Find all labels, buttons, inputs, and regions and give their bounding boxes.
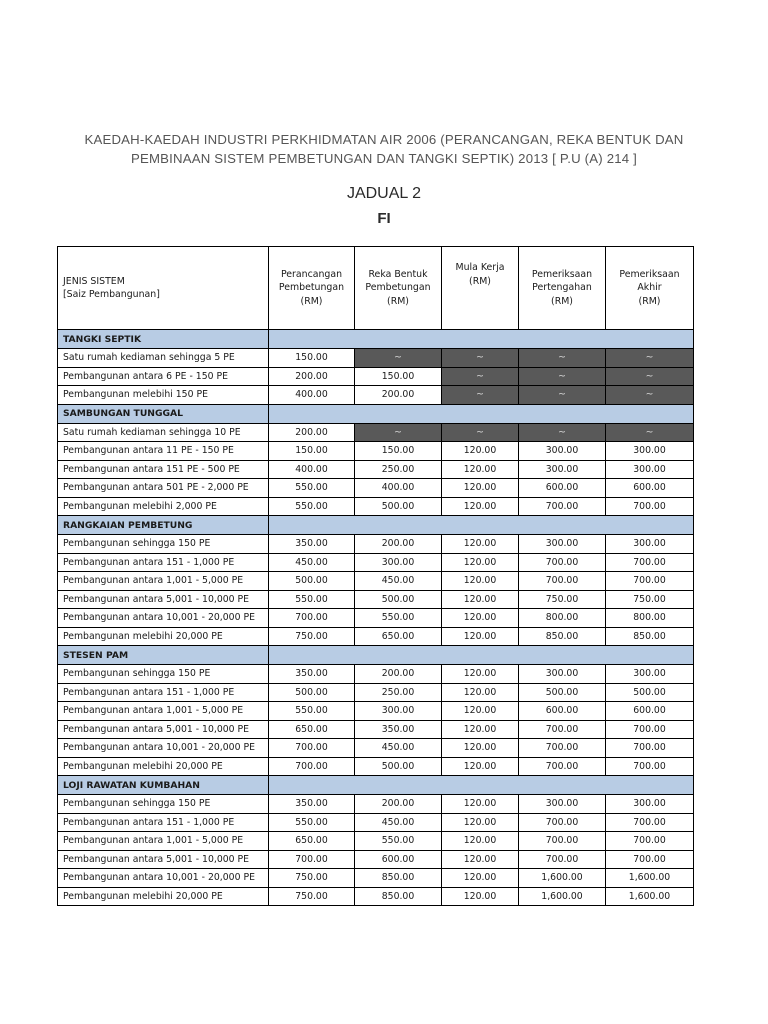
fee-cell: 650.00 [269, 720, 355, 739]
not-applicable-cell: ~ [606, 386, 694, 405]
header-text: JENIS SISTEM [63, 275, 125, 287]
fee-cell: 200.00 [269, 423, 355, 442]
row-label: Pembangunan antara 5,001 - 10,000 PE [58, 590, 269, 609]
row-label: Pembangunan melebihi 20,000 PE [58, 627, 269, 646]
fee-cell: 450.00 [355, 813, 442, 832]
row-label: Pembangunan antara 1,001 - 5,000 PE [58, 832, 269, 851]
fee-cell: 120.00 [442, 850, 519, 869]
fee-cell: 300.00 [606, 795, 694, 814]
fee-cell: 600.00 [606, 479, 694, 498]
fee-cell: 750.00 [269, 869, 355, 888]
header-text: (RM) [387, 295, 409, 307]
fee-cell: 600.00 [519, 702, 606, 721]
fee-cell: 650.00 [355, 627, 442, 646]
fee-cell: 550.00 [269, 590, 355, 609]
fee-cell: 300.00 [519, 442, 606, 461]
not-applicable-cell: ~ [606, 349, 694, 368]
fee-cell: 300.00 [606, 460, 694, 479]
fee-cell: 650.00 [269, 832, 355, 851]
row-label: Pembangunan antara 151 PE - 500 PE [58, 460, 269, 479]
fee-cell: 600.00 [606, 702, 694, 721]
fee-cell: 750.00 [269, 887, 355, 906]
row-label: Pembangunan antara 501 PE - 2,000 PE [58, 479, 269, 498]
fee-cell: 400.00 [269, 386, 355, 405]
section-row [58, 646, 694, 665]
fee-cell: 300.00 [519, 460, 606, 479]
table-row [58, 739, 694, 758]
row-label: Pembangunan antara 10,001 - 20,000 PE [58, 609, 269, 628]
table-row [58, 887, 694, 906]
header-text: [Saiz Pembangunan] [63, 289, 160, 300]
header-text: (RM) [638, 295, 661, 307]
fee-cell: 1,600.00 [519, 869, 606, 888]
fee-cell: 300.00 [519, 665, 606, 684]
fee-cell: 850.00 [519, 627, 606, 646]
table-row [58, 386, 694, 405]
fee-cell: 800.00 [606, 609, 694, 628]
fee-cell: 300.00 [519, 795, 606, 814]
fee-cell: 700.00 [519, 832, 606, 851]
fee-cell: 120.00 [442, 702, 519, 721]
fee-cell: 250.00 [355, 683, 442, 702]
table-header-row [58, 247, 694, 330]
fee-cell: 300.00 [606, 535, 694, 554]
fee-cell: 450.00 [355, 739, 442, 758]
fee-cell: 550.00 [269, 702, 355, 721]
row-label: Pembangunan sehingga 150 PE [58, 795, 269, 814]
fee-cell: 300.00 [355, 702, 442, 721]
table-row [58, 850, 694, 869]
fee-cell: 1,600.00 [519, 887, 606, 906]
section-title: TANGKI SEPTIK [58, 330, 269, 349]
table-row [58, 497, 694, 516]
schedule-subtitle: FI [377, 210, 391, 227]
header-text: Pemeriksaan [531, 268, 593, 280]
fee-cell: 600.00 [519, 479, 606, 498]
not-applicable-cell: ~ [519, 386, 606, 405]
header-pemeriksaan-akhir [606, 247, 694, 330]
fee-cell: 250.00 [355, 460, 442, 479]
fee-cell: 700.00 [606, 813, 694, 832]
header-text: Perancangan [280, 268, 343, 280]
table-row [58, 572, 694, 591]
fee-cell: 120.00 [442, 553, 519, 572]
fee-cell: 850.00 [355, 869, 442, 888]
row-label: Satu rumah kediaman sehingga 10 PE [58, 423, 269, 442]
header-text: Reka Bentuk [368, 268, 428, 280]
fee-cell: 550.00 [269, 497, 355, 516]
fee-cell: 1,600.00 [606, 869, 694, 888]
row-label: Pembangunan antara 5,001 - 10,000 PE [58, 850, 269, 869]
fee-cell: 350.00 [355, 720, 442, 739]
fee-cell: 300.00 [519, 535, 606, 554]
not-applicable-cell: ~ [355, 349, 442, 368]
fee-cell: 120.00 [442, 757, 519, 776]
fee-cell: 500.00 [355, 590, 442, 609]
section-row [58, 330, 694, 349]
fee-cell: 550.00 [355, 609, 442, 628]
header-reka-bentuk [355, 247, 442, 330]
row-label: Pembangunan antara 10,001 - 20,000 PE [58, 869, 269, 888]
fee-cell: 120.00 [442, 627, 519, 646]
row-label: Pembangunan melebihi 20,000 PE [58, 757, 269, 776]
fee-cell: 150.00 [269, 442, 355, 461]
row-label: Pembangunan antara 5,001 - 10,000 PE [58, 720, 269, 739]
fee-cell: 700.00 [606, 832, 694, 851]
table-row [58, 349, 694, 368]
fee-cell: 200.00 [355, 535, 442, 554]
fee-cell: 120.00 [442, 813, 519, 832]
row-label: Pembangunan sehingga 150 PE [58, 665, 269, 684]
table-row [58, 813, 694, 832]
fee-cell: 1,600.00 [606, 887, 694, 906]
table-row [58, 720, 694, 739]
fee-cell: 700.00 [606, 572, 694, 591]
section-fill [269, 330, 694, 349]
not-applicable-cell: ~ [606, 367, 694, 386]
not-applicable-cell: ~ [442, 367, 519, 386]
fee-cell: 150.00 [269, 349, 355, 368]
fee-cell: 200.00 [355, 386, 442, 405]
table-row [58, 869, 694, 888]
fee-cell: 350.00 [269, 665, 355, 684]
fee-cell: 700.00 [606, 553, 694, 572]
fee-cell: 500.00 [606, 683, 694, 702]
fee-cell: 400.00 [355, 479, 442, 498]
table-row [58, 702, 694, 721]
fee-cell: 150.00 [355, 367, 442, 386]
table-row [58, 665, 694, 684]
table-row [58, 757, 694, 776]
fee-cell: 550.00 [269, 813, 355, 832]
header-text: (RM) [300, 295, 323, 307]
header-text: Akhir [637, 282, 662, 294]
fee-cell: 700.00 [269, 850, 355, 869]
fee-cell: 350.00 [269, 795, 355, 814]
fee-table [57, 246, 694, 906]
fee-cell: 300.00 [606, 442, 694, 461]
row-label: Pembangunan antara 151 - 1,000 PE [58, 683, 269, 702]
section-title: SAMBUNGAN TUNGGAL [58, 404, 269, 423]
section-fill [269, 516, 694, 535]
fee-cell: 550.00 [355, 832, 442, 851]
row-label: Pembangunan melebihi 2,000 PE [58, 497, 269, 516]
fee-cell: 700.00 [519, 757, 606, 776]
not-applicable-cell: ~ [519, 367, 606, 386]
row-label: Pembangunan antara 10,001 - 20,000 PE [58, 739, 269, 758]
table-row [58, 460, 694, 479]
table-row [58, 590, 694, 609]
fee-cell: 120.00 [442, 887, 519, 906]
section-title: RANGKAIAN PEMBETUNG [58, 516, 269, 535]
fee-cell: 200.00 [355, 665, 442, 684]
header-text: Mula Kerja [455, 262, 505, 273]
fee-cell: 700.00 [269, 609, 355, 628]
fee-cell: 120.00 [442, 497, 519, 516]
fee-table-body [58, 330, 694, 906]
fee-cell: 600.00 [355, 850, 442, 869]
fee-cell: 700.00 [519, 813, 606, 832]
fee-cell: 500.00 [269, 572, 355, 591]
document-heading [40, 131, 728, 168]
fee-cell: 550.00 [269, 479, 355, 498]
table-row [58, 795, 694, 814]
table-row [58, 442, 694, 461]
row-label: Pembangunan antara 151 - 1,000 PE [58, 553, 269, 572]
fee-cell: 120.00 [442, 535, 519, 554]
row-label: Pembangunan melebihi 150 PE [58, 386, 269, 405]
table-row [58, 683, 694, 702]
fee-cell: 500.00 [355, 497, 442, 516]
section-fill [269, 404, 694, 423]
fee-cell: 700.00 [519, 850, 606, 869]
fee-cell: 700.00 [519, 739, 606, 758]
fee-cell: 750.00 [269, 627, 355, 646]
fee-cell: 700.00 [606, 720, 694, 739]
fee-cell: 350.00 [269, 535, 355, 554]
fee-cell: 120.00 [442, 572, 519, 591]
section-title: LOJI RAWATAN KUMBAHAN [58, 776, 269, 795]
fee-cell: 400.00 [269, 460, 355, 479]
row-label: Pembangunan sehingga 150 PE [58, 535, 269, 554]
header-text: Pembetungan [278, 282, 345, 294]
fee-cell: 700.00 [269, 757, 355, 776]
fee-cell: 120.00 [442, 869, 519, 888]
fee-cell: 300.00 [355, 553, 442, 572]
section-title: STESEN PAM [58, 646, 269, 665]
fee-cell: 120.00 [442, 590, 519, 609]
table-row [58, 535, 694, 554]
row-label: Pembangunan antara 6 PE - 150 PE [58, 367, 269, 386]
header-text: (RM) [551, 295, 573, 307]
not-applicable-cell: ~ [606, 423, 694, 442]
table-row [58, 479, 694, 498]
fee-cell: 300.00 [606, 665, 694, 684]
row-label: Pembangunan antara 11 PE - 150 PE [58, 442, 269, 461]
fee-cell: 150.00 [355, 442, 442, 461]
not-applicable-cell: ~ [442, 349, 519, 368]
fee-cell: 700.00 [519, 572, 606, 591]
heading-line-2: PEMBINAAN SISTEM PEMBETUNGAN DAN TANGKI SEPTIK) 2013 [ P.U (A) 214 ] [130, 150, 638, 166]
header-text: (RM) [469, 275, 491, 287]
schedule-title: JADUAL 2 [346, 185, 422, 202]
header-text: Pembetungan [365, 282, 431, 294]
fee-cell: 120.00 [442, 479, 519, 498]
header-perancangan [269, 247, 355, 330]
fee-cell: 450.00 [269, 553, 355, 572]
section-row [58, 776, 694, 795]
fee-cell: 750.00 [519, 590, 606, 609]
fee-cell: 700.00 [519, 553, 606, 572]
fee-cell: 120.00 [442, 683, 519, 702]
table-row [58, 367, 694, 386]
fee-cell: 120.00 [442, 720, 519, 739]
fee-cell: 800.00 [519, 609, 606, 628]
fee-cell: 500.00 [269, 683, 355, 702]
fee-cell: 750.00 [606, 590, 694, 609]
fee-cell: 120.00 [442, 442, 519, 461]
fee-cell: 200.00 [355, 795, 442, 814]
fee-cell: 700.00 [606, 497, 694, 516]
fee-cell: 850.00 [355, 887, 442, 906]
fee-cell: 500.00 [519, 683, 606, 702]
heading-line-1: KAEDAH-KAEDAH INDUSTRI PERKHIDMATAN AIR 2006 (PERANCANGAN, REKA BENTUK DAN [84, 132, 684, 147]
fee-cell: 120.00 [442, 665, 519, 684]
fee-cell: 450.00 [355, 572, 442, 591]
section-row [58, 404, 694, 423]
section-fill [269, 646, 694, 665]
fee-cell: 200.00 [269, 367, 355, 386]
row-label: Pembangunan antara 1,001 - 5,000 PE [58, 702, 269, 721]
fee-cell: 120.00 [442, 609, 519, 628]
not-applicable-cell: ~ [355, 423, 442, 442]
fee-cell: 700.00 [269, 739, 355, 758]
fee-cell: 700.00 [606, 739, 694, 758]
fee-cell: 120.00 [442, 460, 519, 479]
table-row [58, 553, 694, 572]
section-fill [269, 776, 694, 795]
fee-cell: 120.00 [442, 832, 519, 851]
not-applicable-cell: ~ [519, 349, 606, 368]
header-text: Pemeriksaan [619, 268, 680, 280]
fee-cell: 500.00 [355, 757, 442, 776]
fee-cell: 120.00 [442, 795, 519, 814]
header-jenis-sistem [58, 247, 269, 330]
fee-cell: 700.00 [519, 497, 606, 516]
fee-cell: 700.00 [606, 757, 694, 776]
table-row [58, 609, 694, 628]
header-pemeriksaan-pertengahan [519, 247, 606, 330]
fee-cell: 120.00 [442, 739, 519, 758]
header-text: Pertengahan [532, 282, 592, 294]
not-applicable-cell: ~ [442, 386, 519, 405]
header-mula-kerja [442, 247, 519, 330]
row-label: Pembangunan antara 1,001 - 5,000 PE [58, 572, 269, 591]
row-label: Satu rumah kediaman sehingga 5 PE [58, 349, 269, 368]
table-row [58, 832, 694, 851]
not-applicable-cell: ~ [519, 423, 606, 442]
fee-cell: 700.00 [519, 720, 606, 739]
table-row [58, 627, 694, 646]
fee-cell: 700.00 [606, 850, 694, 869]
not-applicable-cell: ~ [442, 423, 519, 442]
fee-cell: 850.00 [606, 627, 694, 646]
row-label: Pembangunan melebihi 20,000 PE [58, 887, 269, 906]
section-row [58, 516, 694, 535]
row-label: Pembangunan antara 151 - 1,000 PE [58, 813, 269, 832]
table-row [58, 423, 694, 442]
